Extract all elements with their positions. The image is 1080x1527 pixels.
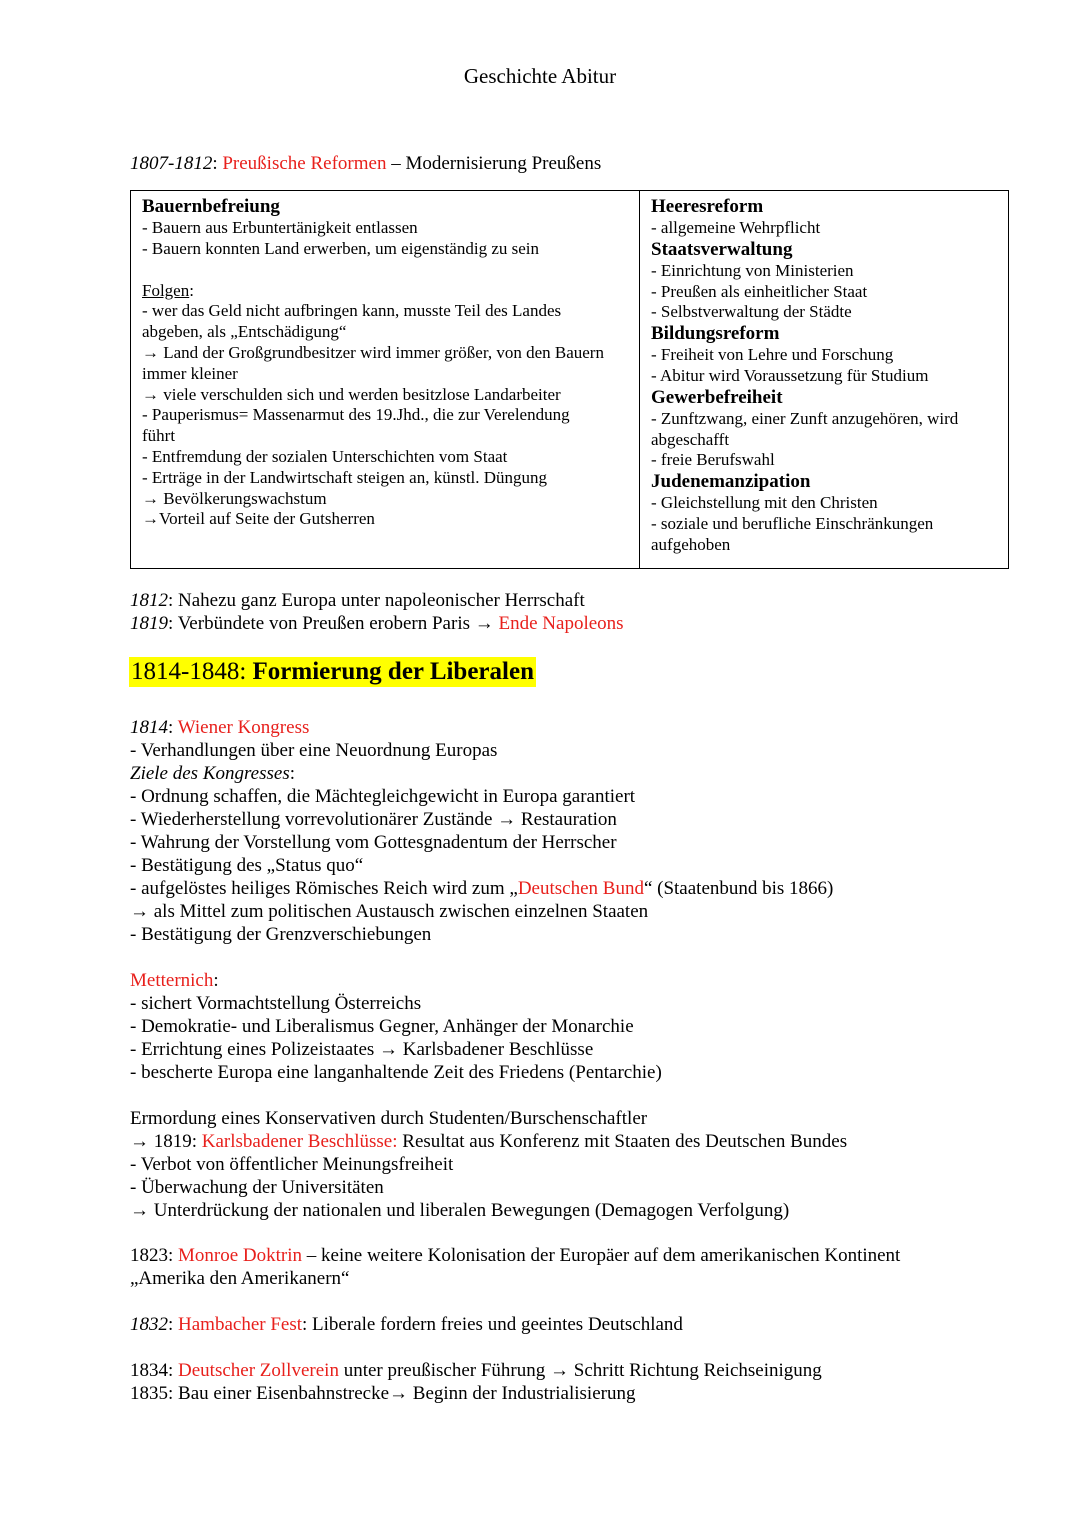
list-item: - Entfremdung der sozialen Unterschichten vom Staat — [142, 446, 508, 466]
list-item: führt — [142, 426, 176, 446]
reforms-column — [640, 191, 1008, 568]
section-heading-liberale: 1814-1848: Formierung der Liberalen — [131, 658, 534, 685]
list-item: - Bauern konnten Land erwerben, um eigenständig zu sein — [142, 238, 540, 258]
hambach: 1832: Hambacher Fest: Liberale fordern freies und geeintes Deutschland — [130, 1314, 683, 1335]
bauernbefreiung-heading: Bauernbefreiung — [142, 196, 280, 217]
reforms-date: 1807-1812 — [130, 153, 213, 174]
heeresreform-heading: Heeresreform — [651, 196, 764, 217]
reforms-sep: – — [386, 153, 406, 174]
reforms-table — [130, 190, 1009, 569]
list-item: aufgehoben — [651, 534, 731, 554]
list-item: - Erträge in der Landwirtschaft steigen an, künstl. Düngung — [142, 467, 548, 487]
list-item: →Vorteil auf Seite der Gutsherren — [142, 509, 375, 529]
list-item: → Land der Großgrundbesitzer wird immer größer, von den Bauern — [142, 342, 604, 362]
list-item: - freie Berufswahl — [651, 450, 775, 470]
monroe: 1823: Monroe Doktrin – keine weitere Kolonisation der Europäer auf dem amerikanischen Kontinent „Amerika den Amerikanern“ — [130, 1245, 901, 1289]
list-item: - soziale und berufliche Einschränkungen — [651, 513, 934, 533]
wiener-kongress: 1814: Wiener Kongress - Verhandlungen über eine Neuordnung Europas Ziele des Kongresses: - Ordnung schaffen, die Mächtegleichgewicht in Europa garantiert - Wiederherstellung vorrevolutionärer Zustände → Restauration - Wahrung der Vorstellung vom Gottesgnadentum der Herrscher - Bestätigung des „Status quo“ - aufgelöstes heiliges Römisches Reich wird zum „Deutschen Bund“ (Staatenbund bis 1866) → als Mittel zum politischen Austausch zwischen einzelnen Staaten - Bestätigung der Grenzverschiebungen — [130, 717, 834, 945]
list-item: - Zunftzwang, einer Zunft anzugehören, wird — [651, 408, 959, 428]
bauernbefreiung-column — [131, 191, 640, 568]
staatsverwaltung-heading: Staatsverwaltung — [651, 238, 793, 260]
list-item: abgeben, als „Entschädigung“ — [142, 322, 347, 342]
reforms-heading: 1807-1812: Preußische Reformen – Modernisierung Preußens — [130, 153, 602, 174]
list-item: → viele verschulden sich und werden besitzlose Landarbeiter — [142, 384, 561, 404]
gewerbefreiheit-heading: Gewerbefreiheit — [651, 386, 783, 408]
metternich: Metternich: - sichert Vormachtstellung Österreichs - Demokratie- und Liberalismus Gegner, Anhänger der Monarchie - Errichtung eines Polizeistaates → Karlsbadener Beschlüsse - bescherte Europa eine langanhaltende Zeit des Friedens (Pentarchie) — [130, 970, 662, 1083]
list-item: → Bevölkerungswachstum — [142, 488, 327, 508]
list-item: - Preußen als einheitlicher Staat — [651, 281, 868, 301]
list-item: - allgemeine Wehrpflicht — [651, 218, 821, 237]
reforms-subtitle: Modernisierung Preußens — [405, 153, 602, 174]
bildungsreform-heading: Bildungsreform — [651, 323, 780, 345]
list-item: - Bauern aus Erbuntertänigkeit entlassen — [142, 218, 418, 237]
list-item: - Selbstverwaltung der Städte — [651, 302, 852, 322]
list-item: - Pauperismus= Massenarmut des 19.Jhd., die zur Verelendung — [142, 405, 570, 425]
judenemanzipation-heading: Judenemanzipation — [651, 471, 811, 493]
list-item: - Einrichtung von Ministerien — [651, 260, 854, 280]
list-item: - wer das Geld nicht aufbringen kann, musste Teil des Landes — [142, 301, 562, 321]
events-1812: 1812: Nahezu ganz Europa unter napoleonischer Herrschaft 1819: Verbündete von Preußen erobern Paris → Ende Napoleons — [130, 590, 624, 634]
zollverein: 1834: Deutscher Zollverein unter preußischer Führung → Schritt Richtung Reichseinigung 1835: Bau einer Eisenbahnstrecke→ Beginn der Industrialisierung — [130, 1360, 822, 1404]
list-item: - Gleichstellung mit den Christen — [651, 493, 878, 513]
karlsbad: Ermordung eines Konservativen durch Studenten/Burschenschaftler → 1819: Karlsbadener Beschlüsse: Resultat aus Konferenz mit Staaten des Deutschen Bundes - Verbot von öffentlicher Meinungsfreiheit - Überwachung der Universitäten → Unterdrückung der nationalen und liberalen Bewegungen (Demagogen Verfolgung) — [130, 1108, 848, 1221]
page-title: Geschichte Abitur — [463, 64, 617, 88]
folgen-label: Folgen: — [142, 280, 194, 300]
reforms-title: Preußische Reformen — [222, 153, 387, 174]
list-item: - Abitur wird Voraussetzung für Studium — [651, 365, 929, 385]
list-item: immer kleiner — [142, 363, 238, 383]
list-item: - Freiheit von Lehre und Forschung — [651, 345, 894, 365]
list-item: abgeschafft — [651, 429, 730, 449]
